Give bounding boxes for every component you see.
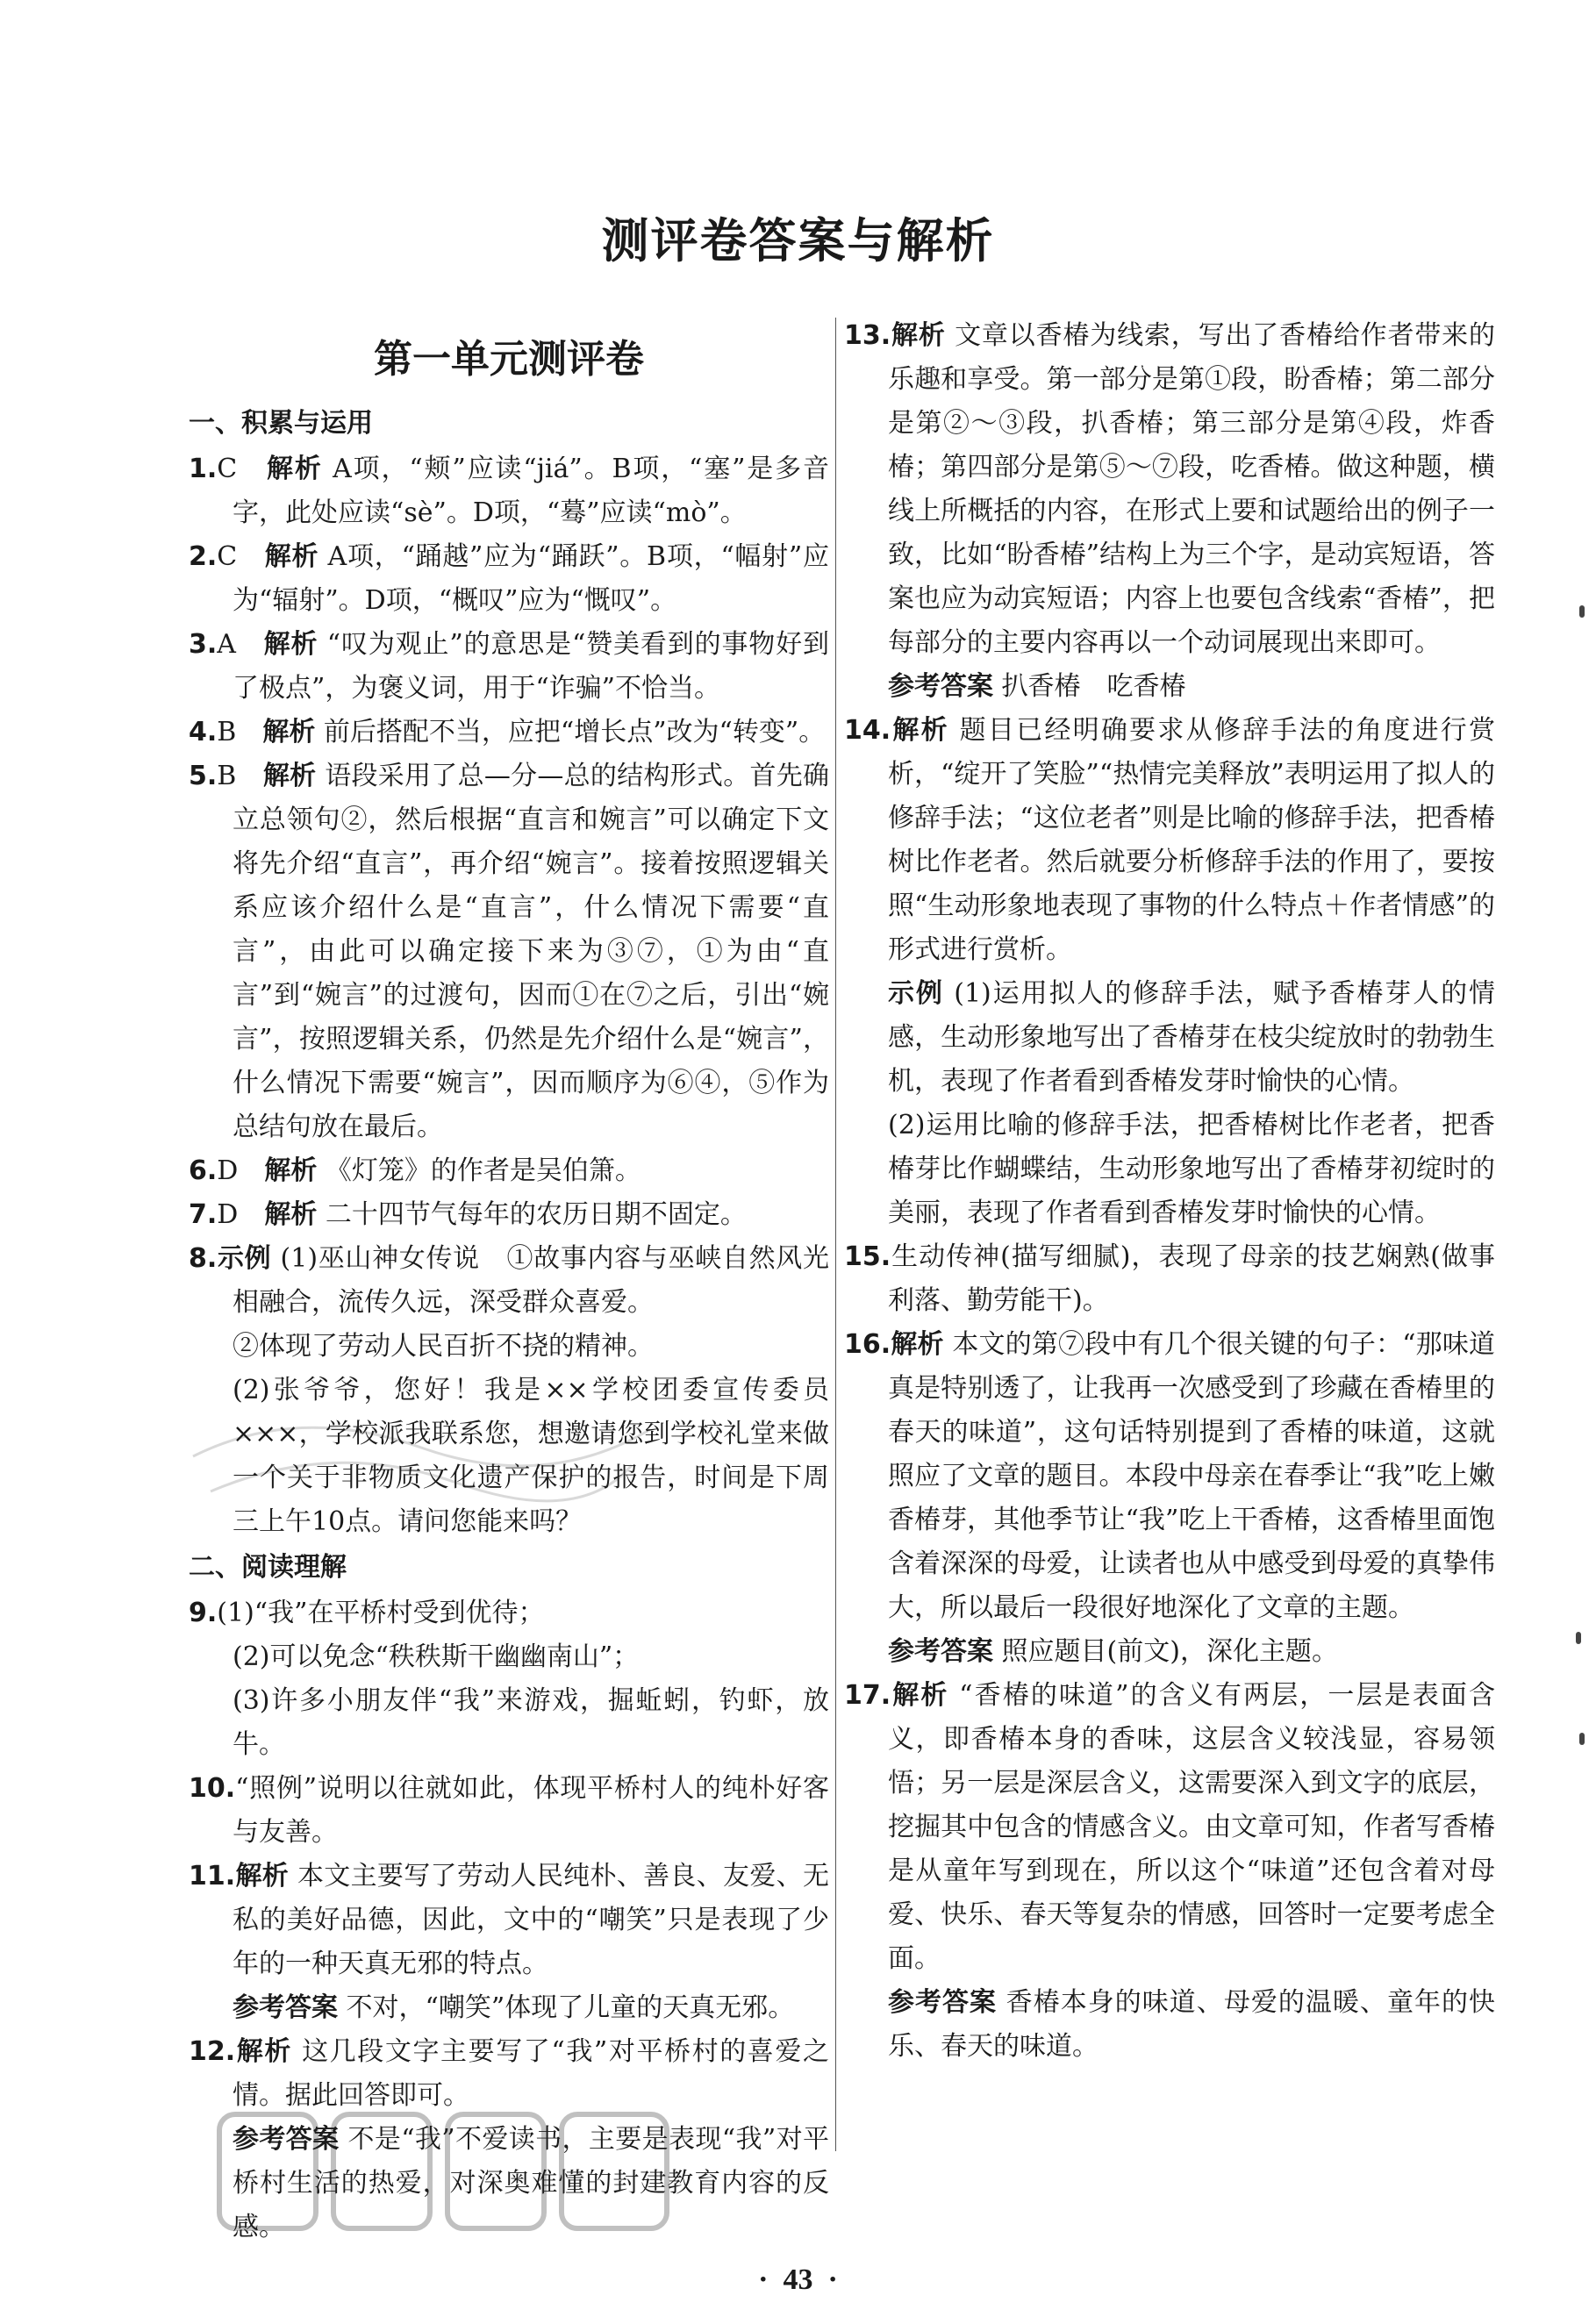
choice-letter: C [217, 541, 238, 572]
answer-item [844, 1674, 1495, 1981]
answer-continuation: (2)张爷爷，您好！我是××学校团委宣传委员×××，学校派我联系您，想邀请您到学校礼堂来做一个关于非物质文化遗产保护的报告，时间是下周三上午10点。请问您能来吗？ [233, 1375, 829, 1537]
answer-text: 本文主要写了劳动人民纯朴、善良、友爱、无私的美好品德，因此，文中的“嘲笑”只是表现了少年的一种天真无邪的特点。 [233, 1861, 829, 1979]
answer-tag: 解析 [235, 2036, 292, 2067]
choice-letter: D [217, 1155, 239, 1186]
question-number: 12. [189, 2036, 236, 2067]
question-number: 9. [189, 1598, 218, 1628]
question-number: 6. [189, 1155, 218, 1186]
page-title: 测评卷答案与解析 [601, 212, 995, 268]
reference-answer [189, 1986, 829, 2030]
answer-item [189, 711, 829, 754]
question-number: 2. [189, 541, 218, 572]
question-number: 11. [189, 1861, 236, 1892]
answer-text: A项，“踊越”应为“踊跃”。B项，“幅射”应为“辐射”。D项，“概叹”应为“慨叹”。 [233, 541, 830, 616]
answer-tag: 解析 [263, 629, 318, 660]
answer-text: “叹为观止”的意思是“赞美看到的事物好到了极点”，为褒义词，用于“诈骗”不恰当。 [233, 629, 830, 704]
question-number: 17. [844, 1680, 891, 1711]
answer-item [189, 1149, 829, 1193]
question-number: 4. [189, 717, 218, 747]
question-number: 1. [189, 454, 218, 484]
answer-tag: 解析 [262, 761, 317, 791]
left-content [189, 402, 829, 2249]
question-number: 14. [844, 715, 891, 746]
question-number: 7. [189, 1199, 218, 1230]
reference-answer [844, 972, 1495, 1104]
question-number: 13. [844, 320, 891, 351]
left-column [189, 316, 829, 2249]
answer-tag: 解析 [235, 1861, 290, 1892]
answer-tag: 解析 [891, 320, 946, 351]
answer-text: 生动传神(描写细腻)，表现了母亲的技艺娴熟(做事利落、勤劳能干)。 [888, 1241, 1495, 1316]
answer-tag: 参考答案 [888, 1987, 998, 2018]
page-number: · 43 · [758, 2263, 838, 2296]
question-number: 3. [189, 629, 218, 660]
answer-tag: 解析 [262, 717, 316, 747]
question-number: 15. [844, 1241, 891, 1272]
answer-item [189, 1767, 829, 1855]
choice-letter: B [217, 761, 237, 791]
answer-text: “香椿的味道”的含义有两层，一层是表面含义，即香椿本身的香味，这层含义较浅显，容易领悟；另一层是深层含义，这需要深入到文字的底层，挖掘其中包含的情感含义。由文章可知，作者写香椿是从童年写到现在，所以这个“味道”还包含着对母爱、快乐、春天等复杂的情感，回答时一定要考虑全面。 [888, 1680, 1495, 1974]
answer-item [189, 447, 829, 535]
question-number: 5. [189, 761, 218, 791]
answer-continuation: (2)可以免念“秩秩斯干幽幽南山”； [233, 1641, 640, 1672]
answer-continuation: (2)运用比喻的修辞手法，把香椿树比作老者，把香椿芽比作蝴蝶结，生动形象地写出了香椿芽初绽时的美丽，表现了作者看到香椿发芽时愉快的心情。 [888, 1110, 1495, 1228]
margin-mark [1576, 1632, 1581, 1644]
answer-text: “照例”说明以往就如此，体现平桥村人的纯朴好客与友善。 [233, 1773, 829, 1848]
question-number: 8. [189, 1243, 218, 1274]
margin-mark [1579, 605, 1585, 618]
answer-tag: 解析 [891, 1329, 944, 1360]
answer-tag: 参考答案 [233, 1992, 338, 2023]
section-heading: 一、积累与运用 [189, 408, 373, 439]
choice-letter: B [217, 717, 237, 747]
right-content [844, 314, 1495, 2069]
answer-tag: 解析 [264, 541, 319, 572]
choice-letter: C [217, 454, 238, 484]
answer-tag: 示例 [217, 1243, 272, 1274]
margin-mark [1579, 1733, 1585, 1745]
answer-tag: 示例 [888, 978, 944, 1009]
answer-text: 题目已经明确要求从修辞手法的角度进行赏析，“绽开了笑脸”“热情完美释放”表明运用了拟人的修辞手法；“这位老者”则是比喻的修辞手法，把香椿树比作老者。然后就要分析修辞手法的作用了，要按照“生动形象地表现了事物的什么特点＋作者情感”的形式进行赏析。 [888, 715, 1496, 965]
reference-answer [844, 665, 1495, 709]
answer-tag: 参考答案 [233, 2124, 340, 2155]
choice-letter: A [217, 629, 236, 660]
answer-text: 语段采用了总—分—总的结构形式。首先确立总领句②，然后根据“直言和婉言”可以确定下文将先介绍“直言”，再介绍“婉言”。接着按照逻辑关系应该介绍什么是“直言”，什么情况下需要“直言”，由此可以确定接下来为③⑦，①为由“直言”到“婉言”的过渡句，因而①在⑦之后，引出“婉言”，按照逻辑关系，仍然是先介绍什么是“婉言”，什么情况下需要“婉言”，因而顺序为⑥④，⑤作为总结句放在最后。 [233, 761, 830, 1142]
answer-item [189, 1855, 829, 1986]
answer-text: (1)运用拟人的修辞手法，赋予香椿芽人的情感，生动形象地写出了香椿芽在枝尖绽放时的勃勃生机，表现了作者看到香椿发芽时愉快的心情。 [888, 978, 1496, 1097]
watermark-lines [175, 1351, 667, 1518]
section-heading: 二、阅读理解 [189, 1552, 347, 1583]
reference-answer [844, 1630, 1495, 1674]
answer-text: A项，“颊”应读“jiá”。B项，“塞”是多音字，此处应读“sè”。D项，“蓦”应读“mò”。 [233, 454, 830, 528]
answer-item [844, 709, 1495, 972]
answer-text: 这几段文字主要写了“我”对平桥村的喜爱之情。据此回答即可。 [233, 2036, 829, 2111]
reference-answer [844, 1981, 1495, 2069]
answer-tag: 解析 [266, 454, 323, 484]
answer-text: 香椿本身的味道、母爱的温暖、童年的快乐、春天的味道。 [888, 1987, 1496, 2062]
question-number: 10. [189, 1773, 236, 1804]
answer-item [189, 754, 829, 1149]
answer-text: (1)“我”在平桥村受到优待； [217, 1598, 545, 1628]
answer-text: 照应题目(前文)，深化主题。 [1001, 1636, 1338, 1667]
answer-item [189, 1193, 829, 1237]
answer-continuation: (3)许多小朋友伴“我”来游戏，掘蚯蚓，钓虾，放牛。 [233, 1685, 829, 1760]
answer-item [844, 1235, 1495, 1323]
answer-item [844, 1323, 1495, 1630]
answer-item [189, 1591, 829, 1635]
choice-letter: D [217, 1199, 239, 1230]
answer-tag: 解析 [891, 1680, 949, 1711]
answer-text: 前后搭配不当，应把“增长点”改为“转变”。 [323, 717, 826, 747]
answer-tag: 解析 [264, 1155, 318, 1186]
answer-continuation: ②体现了劳动人民百折不挠的精神。 [233, 1331, 654, 1362]
answer-item [844, 314, 1495, 665]
answer-text: 文章以香椿为线索，写出了香椿给作者带来的乐趣和享受。第一部分是第①段，盼香椿；第二部分是第②～③段，扒香椿；第三部分是第④段，炸香椿；第四部分是第⑤～⑦段，吃香椿。做这种题，横线上所概括的内容，在形式上要和试题给出的例子一致，比如“盼香椿”结构上为三个字，是动宾短语，答案也应为动宾短语；内容上也要包含线索“香椿”，把每部分的主要内容再以一个动词展现出来即可。 [888, 320, 1496, 658]
answer-text: 二十四节气每年的农历日期不固定。 [325, 1199, 747, 1230]
answer-text: 不是“我”不爱读书，主要是表现“我”对平桥村生活的热爱，对深奥难懂的封建教育内容的反感。 [233, 2124, 829, 2242]
answer-item [189, 1237, 829, 1325]
right-column [844, 314, 1495, 2069]
answer-text: 本文的第⑦段中有几个很关键的句子：“那味道真是特别透了，让我再一次感受到了珍藏在香椿里的春天的味道”，这句话特别提到了香椿的味道，这就照应了文章的题目。本段中母亲在春季让“我”吃上嫩香椿芽，其他季节让“我”吃上干香椿，这香椿里面饱含着深深的母爱，让读者也从中感受到母爱的真挚伟大，所以最后一段很好地深化了文章的主题。 [888, 1329, 1495, 1623]
answer-tag: 解析 [891, 715, 949, 746]
answer-text: (1)巫山神女传说 ①故事内容与巫峡自然风光相融合，流传久远，深受群众喜爱。 [233, 1243, 829, 1318]
answer-tag: 参考答案 [888, 1636, 993, 1667]
answer-tag: 参考答案 [888, 671, 993, 702]
unit-title: 第一单元测评卷 [374, 337, 644, 382]
answer-text: 不对，“嘲笑”体现了儿童的天真无邪。 [346, 1992, 795, 2023]
answer-tag: 解析 [264, 1199, 318, 1230]
answer-text: 《灯笼》的作者是吴伯箫。 [325, 1155, 641, 1186]
question-number: 16. [844, 1329, 891, 1360]
answer-item [189, 535, 829, 623]
column-divider [835, 318, 836, 2151]
stamp-logo [202, 2088, 693, 2255]
answer-item [189, 623, 829, 711]
page-number-value: 43 [783, 2263, 813, 2296]
answer-text: 扒香椿 吃香椿 [1001, 671, 1186, 702]
